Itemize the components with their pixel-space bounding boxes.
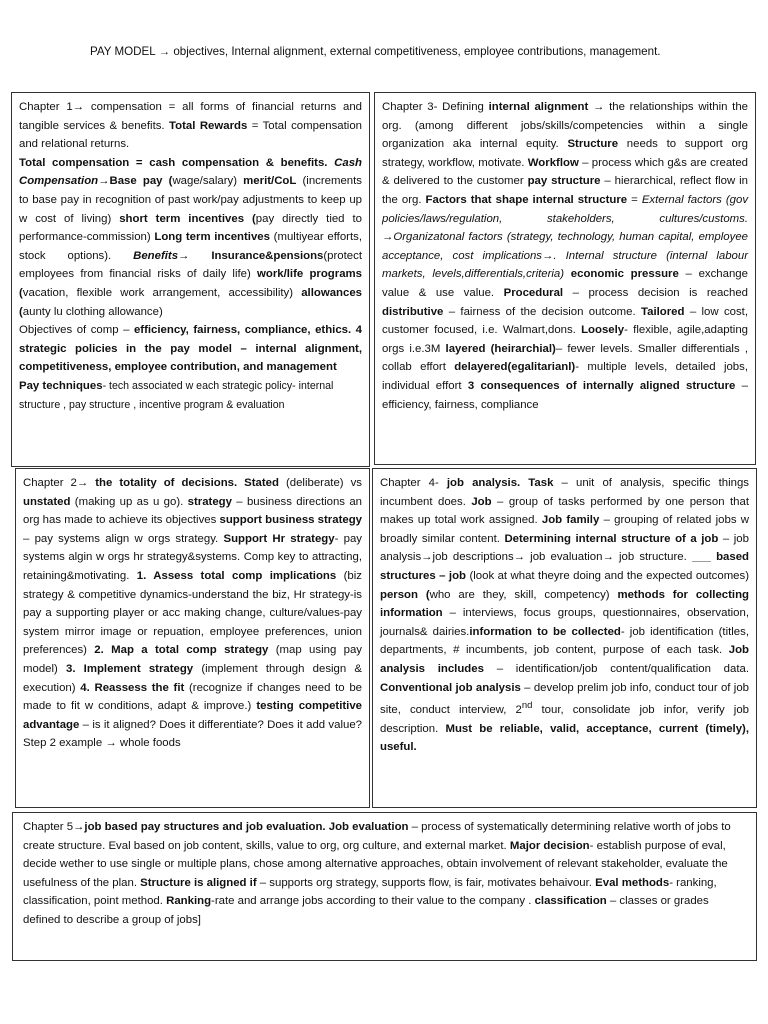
text-run: Eval methods — [595, 876, 670, 889]
text-run: → the relationships within the org. (among different jobs/skills/competencies within a single organization aka internal equity. — [382, 101, 748, 151]
chapter-4-box — [372, 468, 757, 808]
text-run: vacation, flexible work arrangement, accessibility) — [22, 286, 302, 299]
text-run: (implement through design & execution) — [23, 662, 362, 694]
text-run: aunty lu clothing allowance) — [22, 305, 163, 318]
text-run: Procedural — [503, 286, 564, 299]
text-run: Conventional job analysis — [380, 681, 521, 694]
text-run: Total Rewards — [169, 119, 248, 132]
text-run: 1. Assess total comp implications — [136, 569, 337, 582]
text-run: – hierarchical, reflect flow in the org. — [382, 175, 748, 206]
text-run: (map using pay model) — [23, 644, 362, 675]
text-run: – process of systematically determining relative worth of jobs to create structure. Eval based on job content, skills, value to org, org culture, and external market. — [23, 821, 731, 852]
text-run: = cash compensation & benefits. — [129, 156, 335, 169]
text-run: 2. Map a total comp strategy — [94, 644, 269, 657]
chapter-3-paragraph-1 — [382, 98, 748, 414]
text-run: testing competitive advantage — [23, 700, 362, 731]
text-run: – grouping of related jobs w broadly similar content. — [380, 514, 749, 545]
text-run: short term incentives ( — [119, 212, 256, 225]
text-run: allowances ( — [19, 286, 362, 318]
text-run: strategy — [187, 495, 232, 508]
text-run: External factors (gov policies/laws/regulation, stakeholders, cultures/customs. →Organizatonal factors (strategy, technology, human capital, employee acceptance, cost implications→. Internal structure (internal labour markets, levels,differentials,criteria) — [382, 193, 749, 281]
text-run: - job identification (titles, departments, # incumbents, job content, purpose of each task. — [380, 625, 749, 657]
text-run: Chapter 4- — [380, 477, 447, 489]
text-run: – job analysis→job descriptions→ job evaluation→ job structure. — [380, 532, 749, 564]
text-run: Job analysis includes — [380, 644, 749, 675]
text-run: economic pressure — [570, 268, 679, 281]
text-run: – classes or grades defined to describe a group of jobs] — [23, 895, 709, 926]
text-run: Job — [471, 495, 492, 508]
text-run: efficiency, fairness, compliance, ethics. 4 strategic policies in the pay model – internal alignment, competitiveness, employee contribution, and management — [19, 324, 363, 374]
text-run: – fewer levels. Smaller differentials , collab effort — [382, 342, 748, 374]
text-run: Workflow — [527, 156, 579, 169]
text-run: person ( — [380, 588, 430, 601]
text-run: unstated — [23, 495, 71, 508]
text-run: – unit of analysis, specific things incumbent does. — [380, 477, 749, 508]
text-run: distributive — [382, 305, 444, 318]
text-run: - multiple levels, detailed jobs, individual effort — [382, 361, 749, 392]
text-run: Factors that shape internal structure — [425, 193, 628, 206]
text-run: -rate and arrange jobs according to their value to the company . — [211, 895, 535, 908]
text-run: (making up as u go). — [70, 495, 188, 508]
chapter-3-box — [374, 92, 756, 465]
chapter-1-paragraph-4 — [19, 377, 362, 414]
text-run: 3. Implement strategy — [66, 662, 194, 675]
text-run: (multiyear efforts, stock options). — [19, 231, 362, 262]
text-run: Chapter 2→ — [23, 477, 96, 489]
text-run: – identification/job content/qualification data. — [483, 662, 750, 675]
text-run: – pay systems align w orgs strategy. — [23, 532, 224, 545]
text-run: Major decision — [509, 839, 590, 852]
text-run: – low cost, customer focused, i.e. Walmart,dons. — [382, 305, 748, 337]
text-run: Structure is aligned if — [140, 876, 257, 889]
text-run: - establish purpose of eval, decide wether to use single or multiple plans, chose among alternative approaches, obtain involvement of relevant stakeholder, evaluate the usefulness of the plan. — [23, 839, 728, 889]
text-run — [564, 268, 571, 280]
text-run: Loosely — [581, 324, 625, 337]
text-run: Chapter 3- Defining — [382, 101, 489, 113]
text-run: – interviews, focus groups, questionnaires, observation, journals& dairies. — [380, 607, 749, 638]
text-run: methods for collecting information — [380, 588, 749, 620]
text-run: job analysis. Task — [446, 477, 554, 489]
text-run: Cash Compensation — [19, 156, 362, 188]
text-run: – supports org strategy, supports flow, is fair, motivates behaivour. — [256, 876, 596, 889]
text-run: (look at what theyre doing and the expected outcomes) — [466, 569, 750, 582]
text-run: = — [627, 193, 642, 206]
text-run: – fairness of the decision outcome. — [443, 305, 642, 318]
text-run: – process which g&s are created & delivered to the customer — [382, 156, 748, 188]
text-run: Objectives of comp – — [19, 324, 134, 337]
text-run: who are they, skill, competency) — [429, 588, 618, 601]
chapter-2-paragraph-1 — [23, 474, 362, 753]
chapter-1-box — [11, 92, 370, 467]
text-run: – is it aligned? Does it differentiate? Does it add value? Step 2 example → whole foods — [23, 718, 362, 750]
text-run: – group of tasks performed by one person that makes up total work assigned. — [380, 495, 750, 527]
text-run: (recognize if changes need to be made to fit w conditions, adapt & improve.) — [23, 681, 362, 713]
chapter-5-paragraph-1 — [23, 818, 742, 930]
text-run: Benefits — [133, 249, 179, 262]
text-run: internal alignment — [488, 101, 589, 113]
chapter-1-paragraph-1 — [19, 98, 362, 154]
text-run: (deliberate) vs — [278, 477, 362, 489]
text-run: - tech associated w each strategic policy- internal structure , pay structure , incentive program & evaluation — [19, 379, 334, 411]
text-run: → Insurance&pensions — [178, 249, 324, 262]
chapter-5-box — [12, 812, 757, 961]
text-run: delayered(egalitarianl) — [454, 361, 576, 374]
text-run: Tailored — [641, 305, 685, 318]
text-run: (protect employees from financial risks of daily life) — [19, 249, 363, 281]
text-run: pay structure — [527, 175, 601, 188]
text-run: layered (heirarchial) — [445, 342, 556, 355]
chapter-2-box — [15, 468, 370, 808]
text-run: – efficiency, fairness, compliance — [382, 379, 748, 411]
pay-model-heading: PAY MODEL → objectives, Internal alignment, external competitiveness, employee contributions, management. — [90, 45, 661, 58]
text-run: - ranking, classification, point method. — [23, 876, 717, 908]
text-run: (biz strategy & competitive dynamics-understand the biz, Hr strategy-is pay a supporting player or acc making change, culture/values-pay system mirror image or repuation, employee preferences, union preferences) — [23, 569, 362, 657]
text-run: – exchange value & use value. — [382, 268, 748, 299]
text-run: →Base pay ( — [98, 175, 173, 188]
text-run: ___ based structures – job — [380, 551, 749, 582]
text-run: job based pay structures and job evaluation. Job evaluation — [84, 821, 409, 833]
text-run: Total compensation — [19, 156, 130, 169]
text-run: work/life programs ( — [19, 268, 362, 299]
chapter-4-paragraph-1 — [380, 474, 749, 757]
text-run: support business strategy — [219, 514, 362, 527]
text-run: Support Hr strategy — [223, 532, 335, 545]
text-run: – develop prelim job info, conduct tour of job site, conduct interview, 2 — [380, 681, 749, 716]
text-run: the totality of decisions. Stated — [95, 477, 279, 489]
text-run: merit/CoL — [243, 175, 297, 188]
text-run: needs to support org strategy, workflow, motivate. — [382, 138, 749, 169]
text-run: Determining internal structure of a job — [504, 532, 719, 545]
text-run: 4. Reassess the fit — [80, 681, 185, 694]
text-run: Must be reliable, valid, acceptance, current (timely), useful. — [380, 722, 749, 754]
text-run: 3 consequences of internally aligned structure — [467, 379, 736, 392]
text-run: = Total compensation and relational returns. — [19, 119, 363, 151]
text-run: pay directly tied to performance-commission) — [19, 212, 362, 244]
text-run: tour, consolidate job infor, verify job description. — [380, 703, 749, 735]
text-run: – business directions an org has made to achieve its objectives — [23, 495, 363, 527]
text-run: Structure — [567, 138, 619, 151]
text-run: Job family — [541, 514, 600, 527]
text-run: – process decision is reached — [563, 286, 748, 299]
text-run: Long term incentives — [154, 231, 270, 244]
text-run: - flexible, agile,adapting orgs i.e.3M — [382, 324, 748, 355]
text-run: classification — [534, 895, 607, 908]
text-run: wage/salary) — [172, 175, 244, 188]
text-run: Chapter 1→ compensation = all forms of financial returns and tangible services & benefits. — [19, 101, 362, 132]
chapter-1-paragraph-2 — [19, 154, 362, 321]
text-run: information to be collected — [469, 625, 621, 638]
chapter-1-paragraph-3 — [19, 321, 362, 377]
text-run: Pay techniques — [19, 379, 103, 392]
text-run: (increments to base pay in recognition of past work/pay adjustments to keep up w cost of living) — [19, 175, 362, 225]
text-run: nd — [521, 700, 533, 712]
text-run: Chapter 5→ — [23, 821, 85, 833]
text-run: Ranking — [166, 895, 212, 908]
text-run: - pay systems algin w orgs hr strategy&systems. Comp key to attracting, retaining&motivating. — [23, 532, 362, 582]
